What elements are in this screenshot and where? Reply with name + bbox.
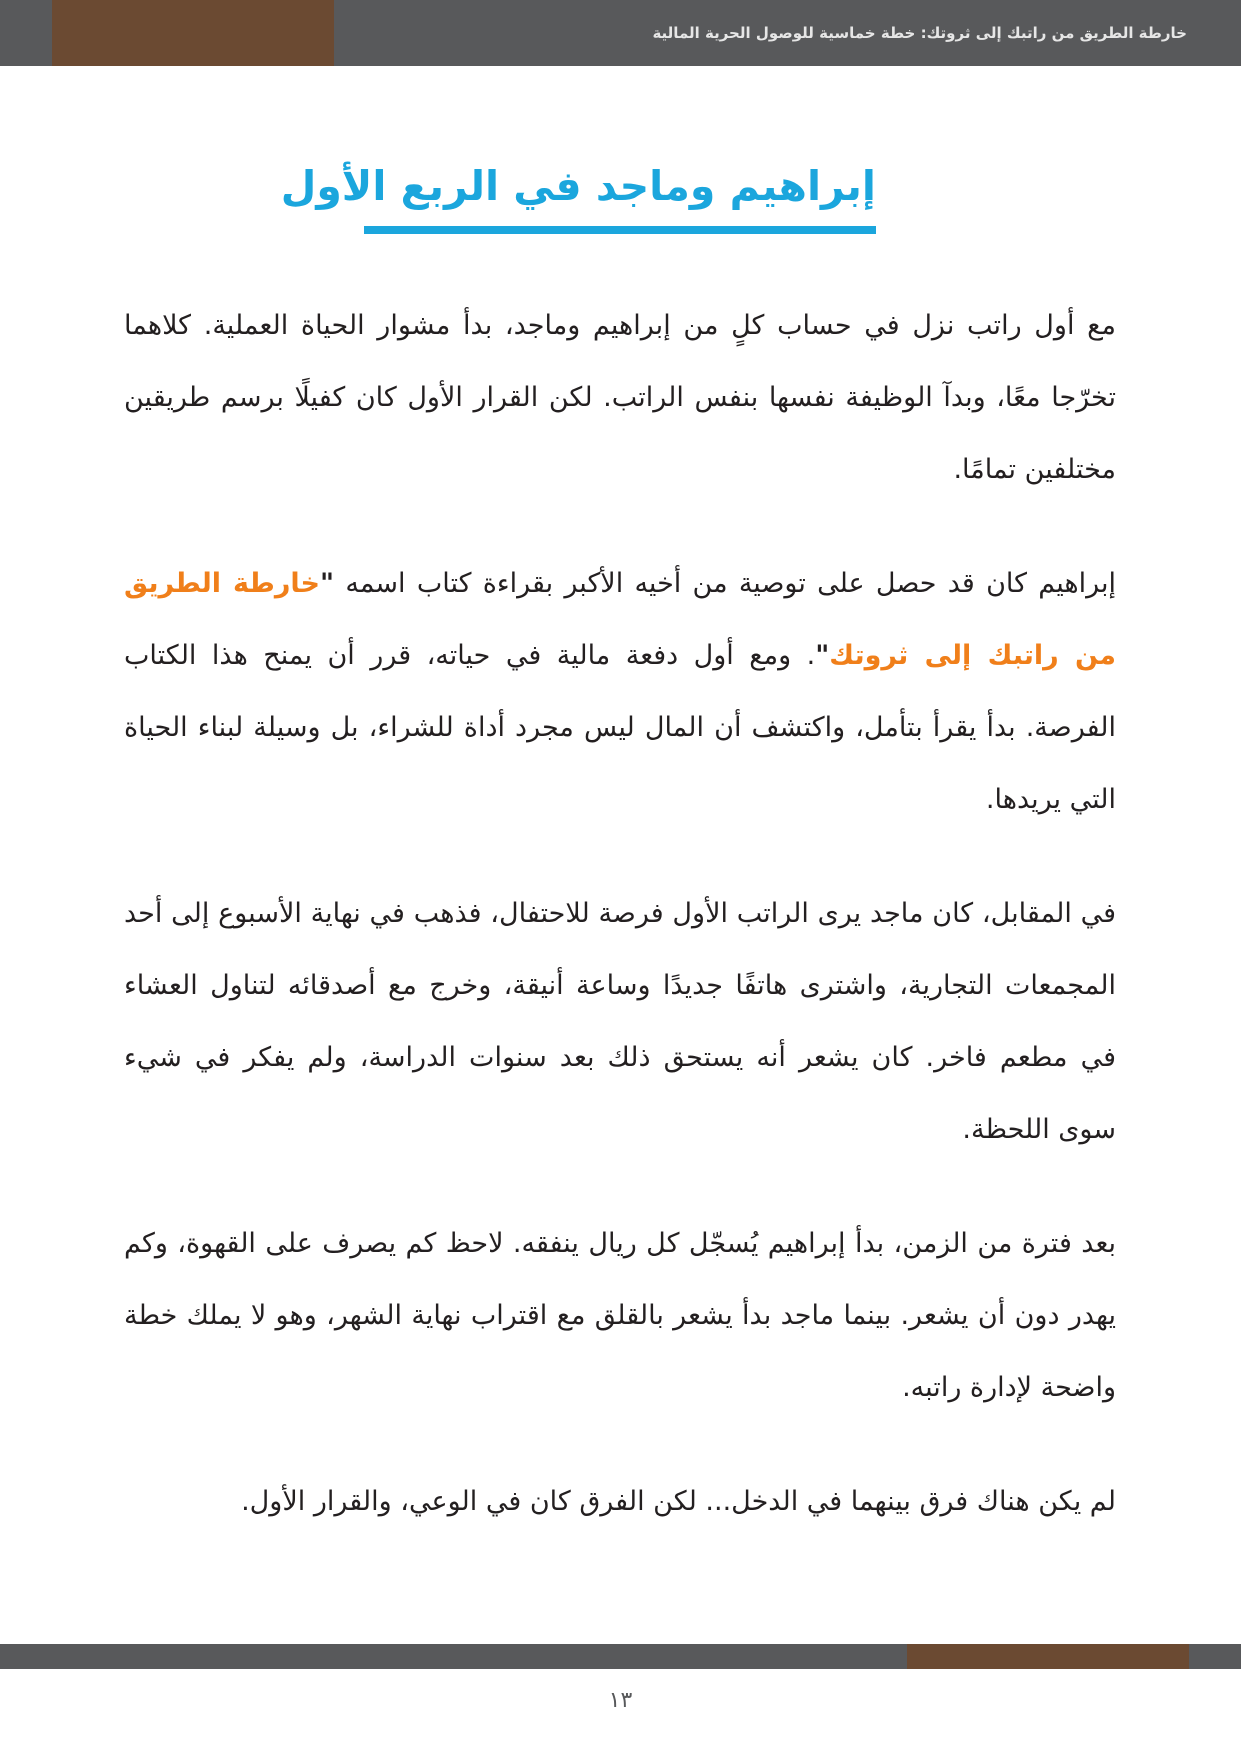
book-title-highlight: خارطة الطريق من راتبك إلى ثروتك xyxy=(124,568,1116,671)
footer-accent-block xyxy=(907,1644,1189,1669)
body-text xyxy=(124,290,1116,1580)
header-bar xyxy=(0,0,1241,66)
title-underline xyxy=(364,226,876,234)
paragraph-4: بعد فترة من الزمن، بدأ إبراهيم يُسجّل كل ريال ينفقه. لاحظ كم يصرف على القهوة، وكم يهدر دون أن يشعر. بينما ماجد بدأ يشعر بالقلق مع اقتراب نهاية الشهر، وهو لا يملك خطة واضحة لإدارة راتبه. xyxy=(124,1228,1116,1403)
footer-bar xyxy=(0,1644,1241,1669)
running-header-title: خارطة الطريق من راتبك إلى ثروتك: خطة خماسية للوصول الحرية المالية xyxy=(652,24,1187,42)
chapter-title: إبراهيم وماجد في الربع الأول xyxy=(280,162,876,210)
header-accent-block xyxy=(52,0,334,66)
paragraph-3: في المقابل، كان ماجد يرى الراتب الأول فرصة للاحتفال، فذهب في نهاية الأسبوع إلى أحد المجمعات التجارية، واشترى هاتفًا جديدًا وساعة أنيقة، وخرج مع أصدقائه لتناول العشاء في مطعم فاخر. كان يشعر أنه يستحق ذلك بعد سنوات الدراسة، ولم يفكر في شيء سوى اللحظة. xyxy=(124,898,1116,1145)
paragraph-2-intro: إبراهيم كان قد حصل على توصية من أخيه الأكبر بقراءة كتاب اسمه xyxy=(334,568,1117,599)
quote-open: " xyxy=(320,568,335,599)
paragraph-1: مع أول راتب نزل في حساب كلٍ من إبراهيم وماجد، بدأ مشوار الحياة العملية. كلاهما تخرّجا معًا، وبدآ الوظيفة نفسها بنفس الراتب. لكن القرار الأول كان كفيلًا برسم طريقين مختلفين تمامًا. xyxy=(124,310,1116,485)
quote-close: " xyxy=(815,640,830,671)
paragraph-2 xyxy=(124,548,1116,836)
paragraph-2-rest: . ومع أول دفعة مالية في حياته، قرر أن يمنح هذا الكتاب الفرصة. بدأ يقرأ بتأمل، واكتشف أن المال ليس مجرد أداة للشراء، بل وسيلة لبناء الحياة التي يريدها. xyxy=(124,640,1116,815)
paragraph-5: لم يكن هناك فرق بينهما في الدخل... لكن الفرق كان في الوعي، والقرار الأول. xyxy=(241,1486,1116,1517)
page-number: ١٣ xyxy=(608,1688,633,1713)
